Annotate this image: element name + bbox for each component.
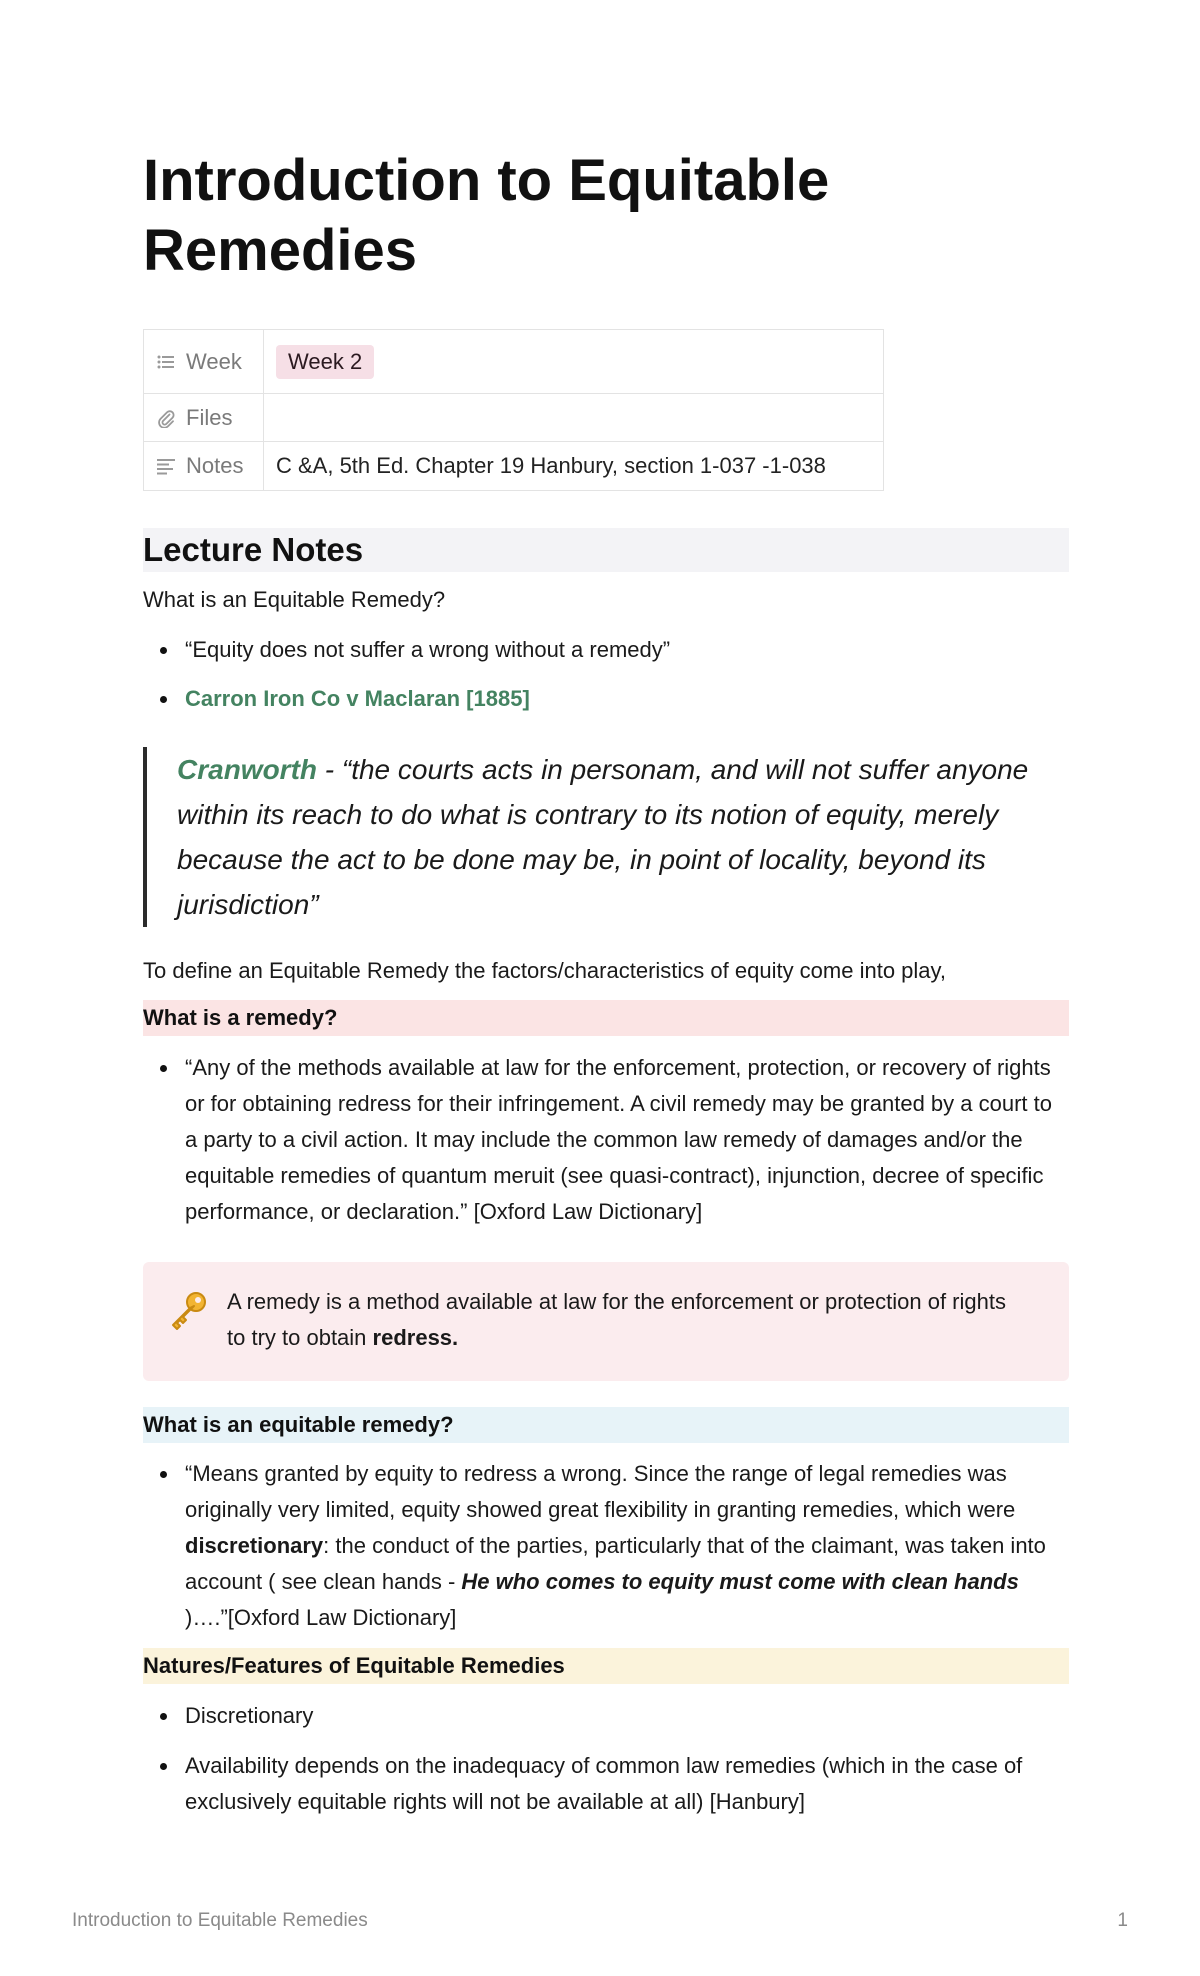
cranworth-quote (143, 747, 1069, 927)
properties-table (143, 329, 884, 491)
callout-bold-redress: redress. (372, 1325, 459, 1350)
equitable-remedy-question: What is an Equitable Remedy? (143, 587, 446, 612)
page-number: 1 (1117, 1910, 1128, 1931)
list-icon (156, 352, 176, 372)
page-title: Introduction to Equitable Remedies (143, 148, 830, 283)
files-value[interactable] (264, 394, 884, 442)
what-is-equitable-remedy-heading: What is an equitable remedy? (143, 1407, 1069, 1443)
list-item-text: “Equity does not suffer a wrong without a remedy” (185, 637, 671, 662)
list-item (143, 1748, 1069, 1820)
property-label-notes: Notes (186, 453, 244, 478)
clean-hands-maxim: He who comes to equity must come with clean hands (461, 1569, 1019, 1594)
quote-text: - “the courts acts in personam, and will not suffer anyone within its reach to do what is contrary to its notion of equity, merely because the act to be done may be, in point of locality, beyond its jurisdiction” (177, 754, 1029, 920)
list-item-text: Availability depends on the inadequacy of common law remedies (which in the case of exclusively equitable rights will not be available at all) [Hanbury] (185, 1753, 1023, 1814)
case-link-carron-iron[interactable]: Carron Iron Co v Maclaran [1885] (185, 686, 530, 711)
property-row-notes (144, 442, 884, 491)
footer-title: Introduction to Equitable Remedies (72, 1910, 368, 1931)
bullet-dot (160, 696, 167, 703)
quote-author[interactable]: Cranworth (177, 754, 317, 785)
list-item (143, 1050, 1069, 1230)
list-item (143, 1456, 1069, 1636)
remedy-definition: “Any of the methods available at law for the enforcement, protection, or recovery of rights or for obtaining redress for their infringement. A civil remedy may be granted by a court to a party to a civil action. It may include the common law remedy of damages and/or the equitable remedies of quantum meruit (see quasi-contract), injunction, decree of specific performance, or declaration.” [Oxford Law Dictionary] (185, 1055, 1052, 1224)
bullet-dot (160, 1471, 167, 1478)
property-row-files (144, 394, 884, 442)
key-callout (143, 1262, 1069, 1381)
equitable-remedy-definition: “Means granted by equity to redress a wrong. Since the range of legal remedies was originally very limited, equity showed great flexibility in granting remedies, which were discretionary: the conduct of the parties, particularly that of the claimant, was taken into account ( see clean hands - He who comes to equity must come with clean hands )….”[Oxford Law Dictionary] (185, 1461, 1046, 1630)
property-label-files: Files (186, 404, 233, 430)
list-item (143, 681, 1069, 717)
callout-text: A remedy is a method available at law for the enforcement or protection of rights to try to obtain redress. (227, 1289, 1006, 1350)
week-tag[interactable]: Week 2 (276, 345, 374, 379)
bullet-dot (160, 1065, 167, 1072)
define-paragraph: To define an Equitable Remedy the factors/characteristics of equity come into play, (143, 958, 947, 983)
paperclip-icon (156, 408, 176, 428)
text-lines-icon (156, 456, 176, 476)
natures-features-heading: Natures/Features of Equitable Remedies (143, 1648, 1069, 1684)
property-label-week: Week (186, 348, 242, 374)
key-icon (167, 1288, 211, 1332)
property-row-week (144, 330, 884, 394)
notes-value[interactable]: C &A, 5th Ed. Chapter 19 Hanbury, section 1-037 -1-038 (264, 442, 884, 491)
list-item (143, 632, 1069, 668)
what-is-remedy-heading: What is a remedy? (143, 1000, 1069, 1036)
bullet-dot (160, 1713, 167, 1720)
lecture-notes-heading: Lecture Notes (143, 528, 1069, 572)
bullet-dot (160, 647, 167, 654)
bullet-dot (160, 1763, 167, 1770)
list-item (143, 1698, 1069, 1734)
list-item-text: Discretionary (185, 1703, 314, 1728)
